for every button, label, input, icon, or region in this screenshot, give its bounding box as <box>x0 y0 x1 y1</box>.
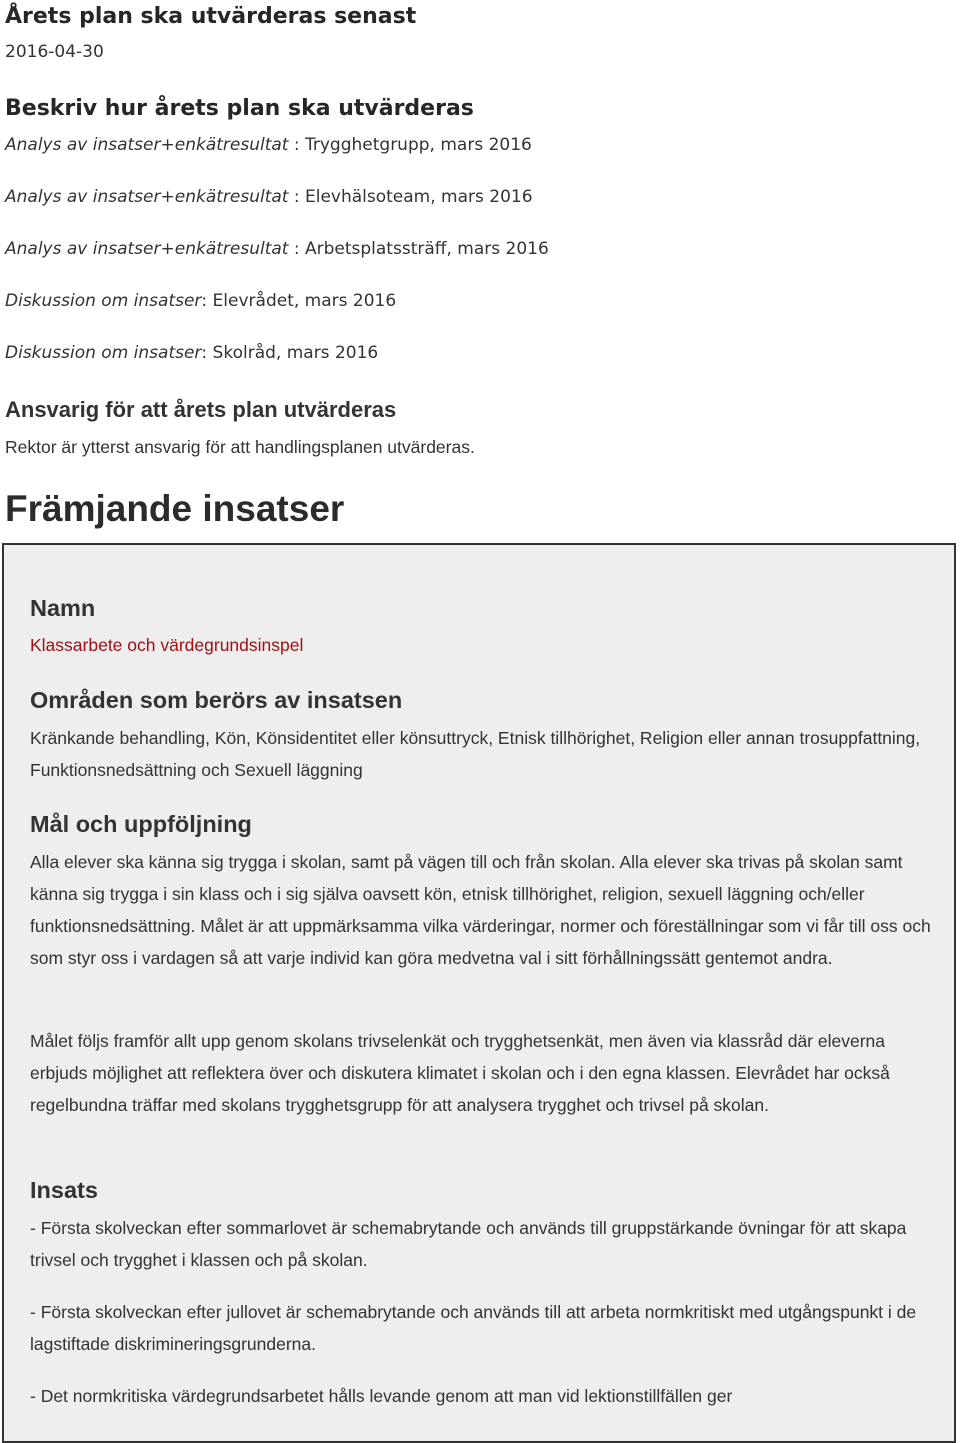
evaluation-item-lead: Analys av insatser+enkätresultat <box>5 135 289 155</box>
name-value: Klassarbete och värdegrundsinspel <box>30 635 304 655</box>
evaluation-heading: Beskriv hur årets plan ska utvärderas <box>5 96 474 121</box>
evaluation-item-rest: : Elevhälsoteam, mars 2016 <box>288 187 533 207</box>
evaluation-item <box>5 291 396 311</box>
goals-paragraph-1: Alla elever ska känna sig trygga i skolan, samt på vägen till och från skolan. Alla elever ska trivas på skolan samt känna sig trygga i sin klass och i sig själva oavsett kön, etnisk tillhörighet, religion, sexuell läggning och/eller funktionsnedsättning. Målet är att uppmärksamma vilka värderingar, normer och föreställningar som vi får till oss och som styr oss i vardagen så att varje individ kan göra medvetna val i sitt förhållningssätt gentemot andra. <box>30 852 931 968</box>
promoting-heading: Främjande insatser <box>5 488 345 529</box>
evaluation-item-rest: : Skolråd, mars 2016 <box>201 343 379 363</box>
responsible-heading: Ansvarig för att årets plan utvärderas <box>5 397 397 422</box>
goals-label: Mål och uppföljning <box>30 811 252 837</box>
action-paragraph-3: - Det normkritiska värdegrundsarbetet hålls levande genom att man vid lektionstillfällen ger <box>30 1386 733 1406</box>
evaluation-item-lead: Diskussion om insatser <box>5 343 202 363</box>
evaluation-item-lead: Diskussion om insatser <box>5 291 202 311</box>
evaluation-item-lead: Analys av insatser+enkätresultat <box>5 187 289 207</box>
areas-text: Kränkande behandling, Kön, Könsidentitet eller könsuttryck, Etnisk tillhörighet, Religion eller annan trosuppfattning, Funktionsnedsättning och Sexuell läggning <box>30 728 921 780</box>
name-label: Namn <box>30 595 96 621</box>
action-paragraph-2: - Första skolveckan efter jullovet är schemabrytande och används till att arbeta normkritiskt med utgångspunkt i de lagstiftade diskrimineringsgrunderna. <box>30 1302 917 1354</box>
goals-paragraph-2: Målet följs framför allt upp genom skolans trivselenkät och trygghetsenkät, men även via klassråd där eleverna erbjuds möjlighet att reflektera över och diskutera klimatet i skolan och i den egna klassen. Elevrådet har också regelbundna träffar med skolans trygghetsgrupp för att analysera trygghet och trivsel på skolan. <box>30 1031 890 1115</box>
action-paragraph-1: - Första skolveckan efter sommarlovet är schemabrytande och används till gruppstärkande övningar för att skapa trivsel och trygghet i klassen och på skolan. <box>30 1218 907 1270</box>
evaluation-item-rest: : Trygghetgrupp, mars 2016 <box>288 135 532 155</box>
evaluation-item-rest: : Elevrådet, mars 2016 <box>201 291 397 311</box>
action-label: Insats <box>30 1177 98 1203</box>
plan-deadline-heading: Årets plan ska utvärderas senast <box>5 4 417 29</box>
evaluation-item <box>5 187 533 207</box>
evaluation-item-lead: Analys av insatser+enkätresultat <box>5 239 289 259</box>
responsible-text: Rektor är ytterst ansvarig för att handlingsplanen utvärderas. <box>5 437 475 457</box>
evaluation-item <box>5 239 549 259</box>
evaluation-item <box>5 135 532 155</box>
evaluation-item <box>5 343 378 363</box>
areas-label: Områden som berörs av insatsen <box>30 687 403 713</box>
evaluation-item-rest: : Arbetsplatssträff, mars 2016 <box>288 239 549 259</box>
promoting-box <box>2 543 956 1443</box>
plan-deadline-date: 2016-04-30 <box>5 42 104 62</box>
